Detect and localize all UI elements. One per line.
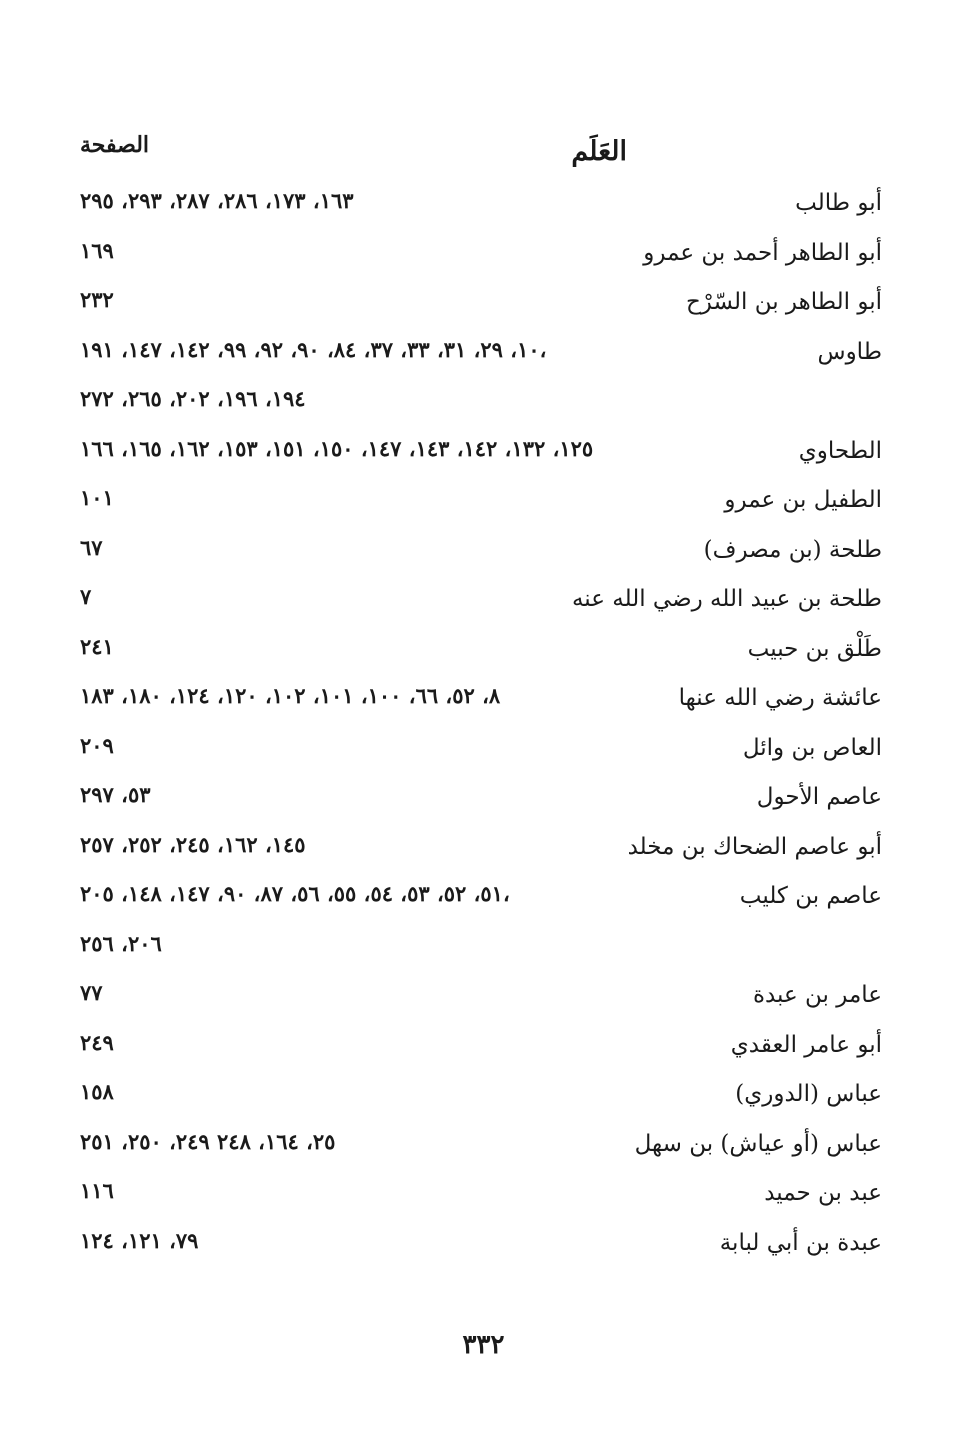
entry-name: عباس (أو عياش) بن سهل: [634, 1130, 882, 1157]
index-entry: [80, 184, 882, 234]
entry-pages: ٢٥، ١٦٤، ٢٤٨ ٢٤٩، ٢٥٠، ٢٥١: [80, 1128, 336, 1154]
entry-name: عاصم بن كليب: [739, 883, 882, 909]
entry-name: طلحة (بن مصرف): [703, 536, 882, 563]
index-entry: [80, 1075, 882, 1125]
entry-name: الطفيل بن عمرو: [724, 487, 882, 513]
entry-pages: ٥١، ٥٢، ٥٣، ٥٤، ٥٥، ٥٦، ٨٧، ٩٠، ١٤٧، ١٤٨، ٢٠٥،: [80, 881, 510, 906]
entry-name: عائشة رضي الله عنها: [678, 685, 882, 711]
index-entry: [80, 828, 882, 878]
entry-name: أبو عاصم الضحاك بن مخلد: [627, 833, 882, 860]
entry-pages: ١٠١: [80, 485, 114, 510]
entry-pages: ٧٩، ١٢١، ١٢٤: [80, 1227, 199, 1253]
index-entry: [80, 927, 882, 977]
entry-pages: ١٥٨: [80, 1079, 114, 1104]
entry-pages: ١٤٥، ١٦٢، ٢٤٥، ٢٥٢، ٢٥٧: [80, 831, 306, 857]
entry-pages: ١٠، ٢٩، ٣١، ٣٣، ٣٧، ٨٤، ٩٠، ٩٢، ٩٩، ١٤٢، ١٤٧، ١٩١،: [80, 336, 547, 362]
entry-name: أبو الطاهر بن السّرْح: [685, 289, 882, 315]
page-number: ٣٣٢: [462, 1330, 505, 1360]
index-entry: [80, 283, 882, 333]
entry-name: عامر بن عبدة: [752, 982, 882, 1008]
index-entry: [80, 531, 882, 581]
entry-name: أبو عامر العقدي: [730, 1031, 882, 1058]
entry-name: عبد بن حميد: [764, 1180, 882, 1206]
index-entry: [80, 729, 882, 779]
index-entry: [80, 432, 882, 482]
entry-name: أبو الطاهر أحمد بن عمرو: [643, 239, 882, 266]
index-header: [80, 132, 882, 176]
entry-pages: ٢٤٩: [80, 1029, 114, 1055]
index-entries: [80, 184, 882, 1273]
entry-pages: ١٢٥، ١٣٢، ١٤٢، ١٤٣، ١٤٧، ١٥٠، ١٥١، ١٥٣، ١٦٢، ١٦٥، ١٦٦: [80, 435, 594, 461]
index-entry: [80, 778, 882, 828]
page-column-heading: الصفحة: [80, 132, 150, 158]
entry-pages: ٧٧: [80, 980, 103, 1005]
index-entry: [80, 679, 882, 729]
index-entry: [80, 481, 882, 531]
entry-pages: ١٦٩: [80, 237, 114, 263]
entry-name: طاوس: [817, 338, 882, 365]
index-entry: [80, 1224, 882, 1274]
entry-pages: ٢٠٩: [80, 732, 114, 758]
entry-pages: ٢٠٦، ٢٥٦: [80, 930, 162, 956]
entry-name: عباس (الدوري): [735, 1081, 882, 1107]
index-entry: [80, 976, 882, 1026]
index-entry: [80, 1174, 882, 1224]
entry-name: عاصم الأحول: [756, 784, 882, 810]
entry-name: الطحاوي: [798, 437, 882, 464]
index-entry: [80, 333, 882, 383]
index-entry: [80, 630, 882, 680]
entry-pages: ١٩٤، ١٩٦، ٢٠٢، ٢٦٥، ٢٧٢: [80, 386, 306, 411]
entry-pages: ٢٣٢: [80, 287, 114, 312]
entry-name: طَلْق بن حبيب: [747, 635, 882, 662]
entry-pages: ٥٣، ٢٩٧: [80, 782, 151, 807]
index-entry: [80, 382, 882, 432]
entry-pages: ٨، ٥٢، ٦٦، ١٠٠، ١٠١، ١٠٢، ١٢٠، ١٢٤، ١٨٠، ١٨٣: [80, 683, 501, 708]
entry-name: عبدة بن أبي لبابة: [719, 1229, 882, 1256]
entry-name: العاص بن وائل: [742, 734, 882, 761]
entry-name: أبو طالب: [795, 190, 882, 216]
index-entry: [80, 1026, 882, 1076]
index-entry: [80, 580, 882, 630]
entry-pages: ١١٦: [80, 1178, 114, 1203]
entry-pages: ١٦٣، ١٧٣، ٢٨٦، ٢٨٧، ٢٩٣، ٢٩٥: [80, 188, 354, 213]
index-entry: [80, 877, 882, 927]
name-column-heading: العَلَم: [571, 136, 627, 167]
entry-pages: ٦٧: [80, 534, 103, 560]
index-entry: [80, 234, 882, 284]
index-entry: [80, 1125, 882, 1175]
entry-pages: ٧: [80, 584, 92, 609]
entry-pages: ٢٤١: [80, 633, 114, 659]
entry-name: طلحة بن عبيد الله رضي الله عنه: [571, 586, 882, 612]
